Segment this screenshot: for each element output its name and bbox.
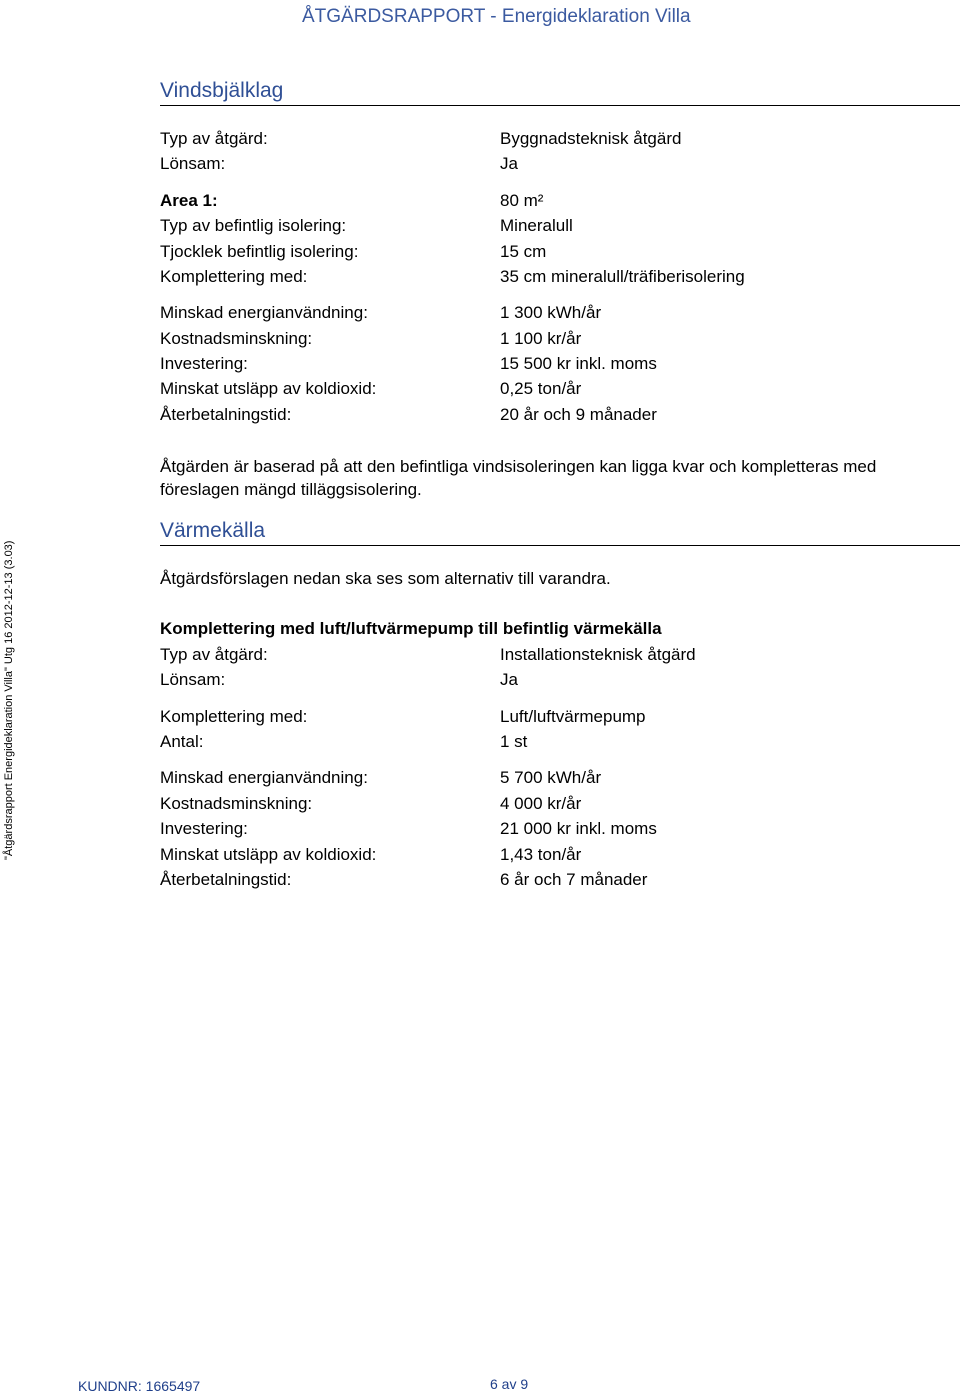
value: 35 cm mineralull/träfiberisolering: [500, 267, 745, 286]
intro-paragraph: Åtgärdsförslagen nedan ska ses som alternativ till varandra.: [160, 569, 611, 588]
value: Ja: [500, 670, 518, 689]
value: 1 100 kr/år: [500, 329, 582, 348]
value: 1 300 kWh/år: [500, 303, 602, 322]
value: Installationsteknisk åtgärd: [500, 645, 696, 664]
value: 20 år och 9 månader: [500, 405, 657, 424]
value: 6 år och 7 månader: [500, 870, 648, 889]
row-tjocklek: [160, 240, 940, 264]
label: Minskad energianvändning:: [160, 303, 368, 322]
value: Byggnadsteknisk åtgärd: [500, 129, 682, 148]
row-utslapp: [160, 843, 940, 867]
section-divider: [160, 105, 960, 106]
row-utslapp: [160, 377, 940, 401]
label: Area 1:: [160, 191, 218, 210]
label: Lönsam:: [160, 154, 226, 173]
value: 4 000 kr/år: [500, 794, 582, 813]
value: 15 cm: [500, 242, 547, 261]
value: Ja: [500, 154, 518, 173]
value: Mineralull: [500, 216, 573, 235]
description-paragraph: Åtgärden är baserad på att den befintliga vindsisoleringen kan ligga kvar och kompletteras med föreslagen mängd tilläggsisolering.: [160, 457, 877, 499]
row-antal: [160, 730, 940, 754]
label: Minskat utsläpp av koldioxid:: [160, 379, 377, 398]
label: Typ av åtgärd:: [160, 129, 268, 148]
measure-subtitle: Komplettering med luft/luftvärmepump till befintlig värmekälla: [160, 619, 662, 638]
label: Typ av åtgärd:: [160, 645, 268, 664]
value: 5 700 kWh/år: [500, 768, 602, 787]
page-header-title: ÅTGÄRDSRAPPORT - Energideklaration Villa: [302, 6, 691, 27]
label: Lönsam:: [160, 670, 226, 689]
label: Återbetalningstid:: [160, 870, 292, 889]
label: Antal:: [160, 732, 204, 751]
value: Luft/luftvärmepump: [500, 707, 646, 726]
row-aterbetalningstid: [160, 403, 940, 427]
row-investering: [160, 352, 940, 376]
label: Minskat utsläpp av koldioxid:: [160, 845, 377, 864]
label: Tjocklek befintlig isolering:: [160, 242, 359, 261]
value: 15 500 kr inkl. moms: [500, 354, 657, 373]
value: 80 m²: [500, 191, 544, 210]
label: Återbetalningstid:: [160, 405, 292, 424]
row-komplettering: [160, 705, 940, 729]
label: Typ av befintlig isolering:: [160, 216, 347, 235]
label: Investering:: [160, 354, 248, 373]
row-minskad-energi: [160, 766, 940, 790]
row-typ-av-atgard: [160, 127, 940, 151]
row-typ-av-atgard: [160, 643, 940, 667]
row-komplettering: [160, 265, 940, 289]
label: Komplettering med:: [160, 707, 308, 726]
section-divider: [160, 545, 960, 546]
row-lonsam: [160, 668, 940, 692]
row-area: [160, 189, 940, 213]
value: 1 st: [500, 732, 528, 751]
section-title-varmekalla: Värmekälla: [160, 519, 266, 542]
section-title-vindsbjalklag: Vindsbjälklag: [160, 79, 284, 102]
label: Minskad energianvändning:: [160, 768, 368, 787]
row-aterbetalningstid: [160, 868, 940, 892]
label: Kostnadsminskning:: [160, 329, 313, 348]
value: 1,43 ton/år: [500, 845, 582, 864]
label: Investering:: [160, 819, 248, 838]
label: Komplettering med:: [160, 267, 308, 286]
sidebar-text: "Åtgärdsrapport Energideklaration Villa" Utg 16 2012-12-13 (3.03): [3, 540, 15, 860]
value: 21 000 kr inkl. moms: [500, 819, 657, 838]
value: 0,25 ton/år: [500, 379, 582, 398]
row-befintlig-isolering: [160, 214, 940, 238]
row-investering: [160, 817, 940, 841]
footer-page-number: 6 av 9: [490, 1376, 529, 1392]
row-lonsam: [160, 152, 940, 176]
row-kostnadsminskning: [160, 792, 940, 816]
footer-customer-number: KUNDNR: 1665497: [78, 1378, 201, 1394]
row-minskad-energi: [160, 301, 940, 325]
label: Kostnadsminskning:: [160, 794, 313, 813]
row-kostnadsminskning: [160, 327, 940, 351]
